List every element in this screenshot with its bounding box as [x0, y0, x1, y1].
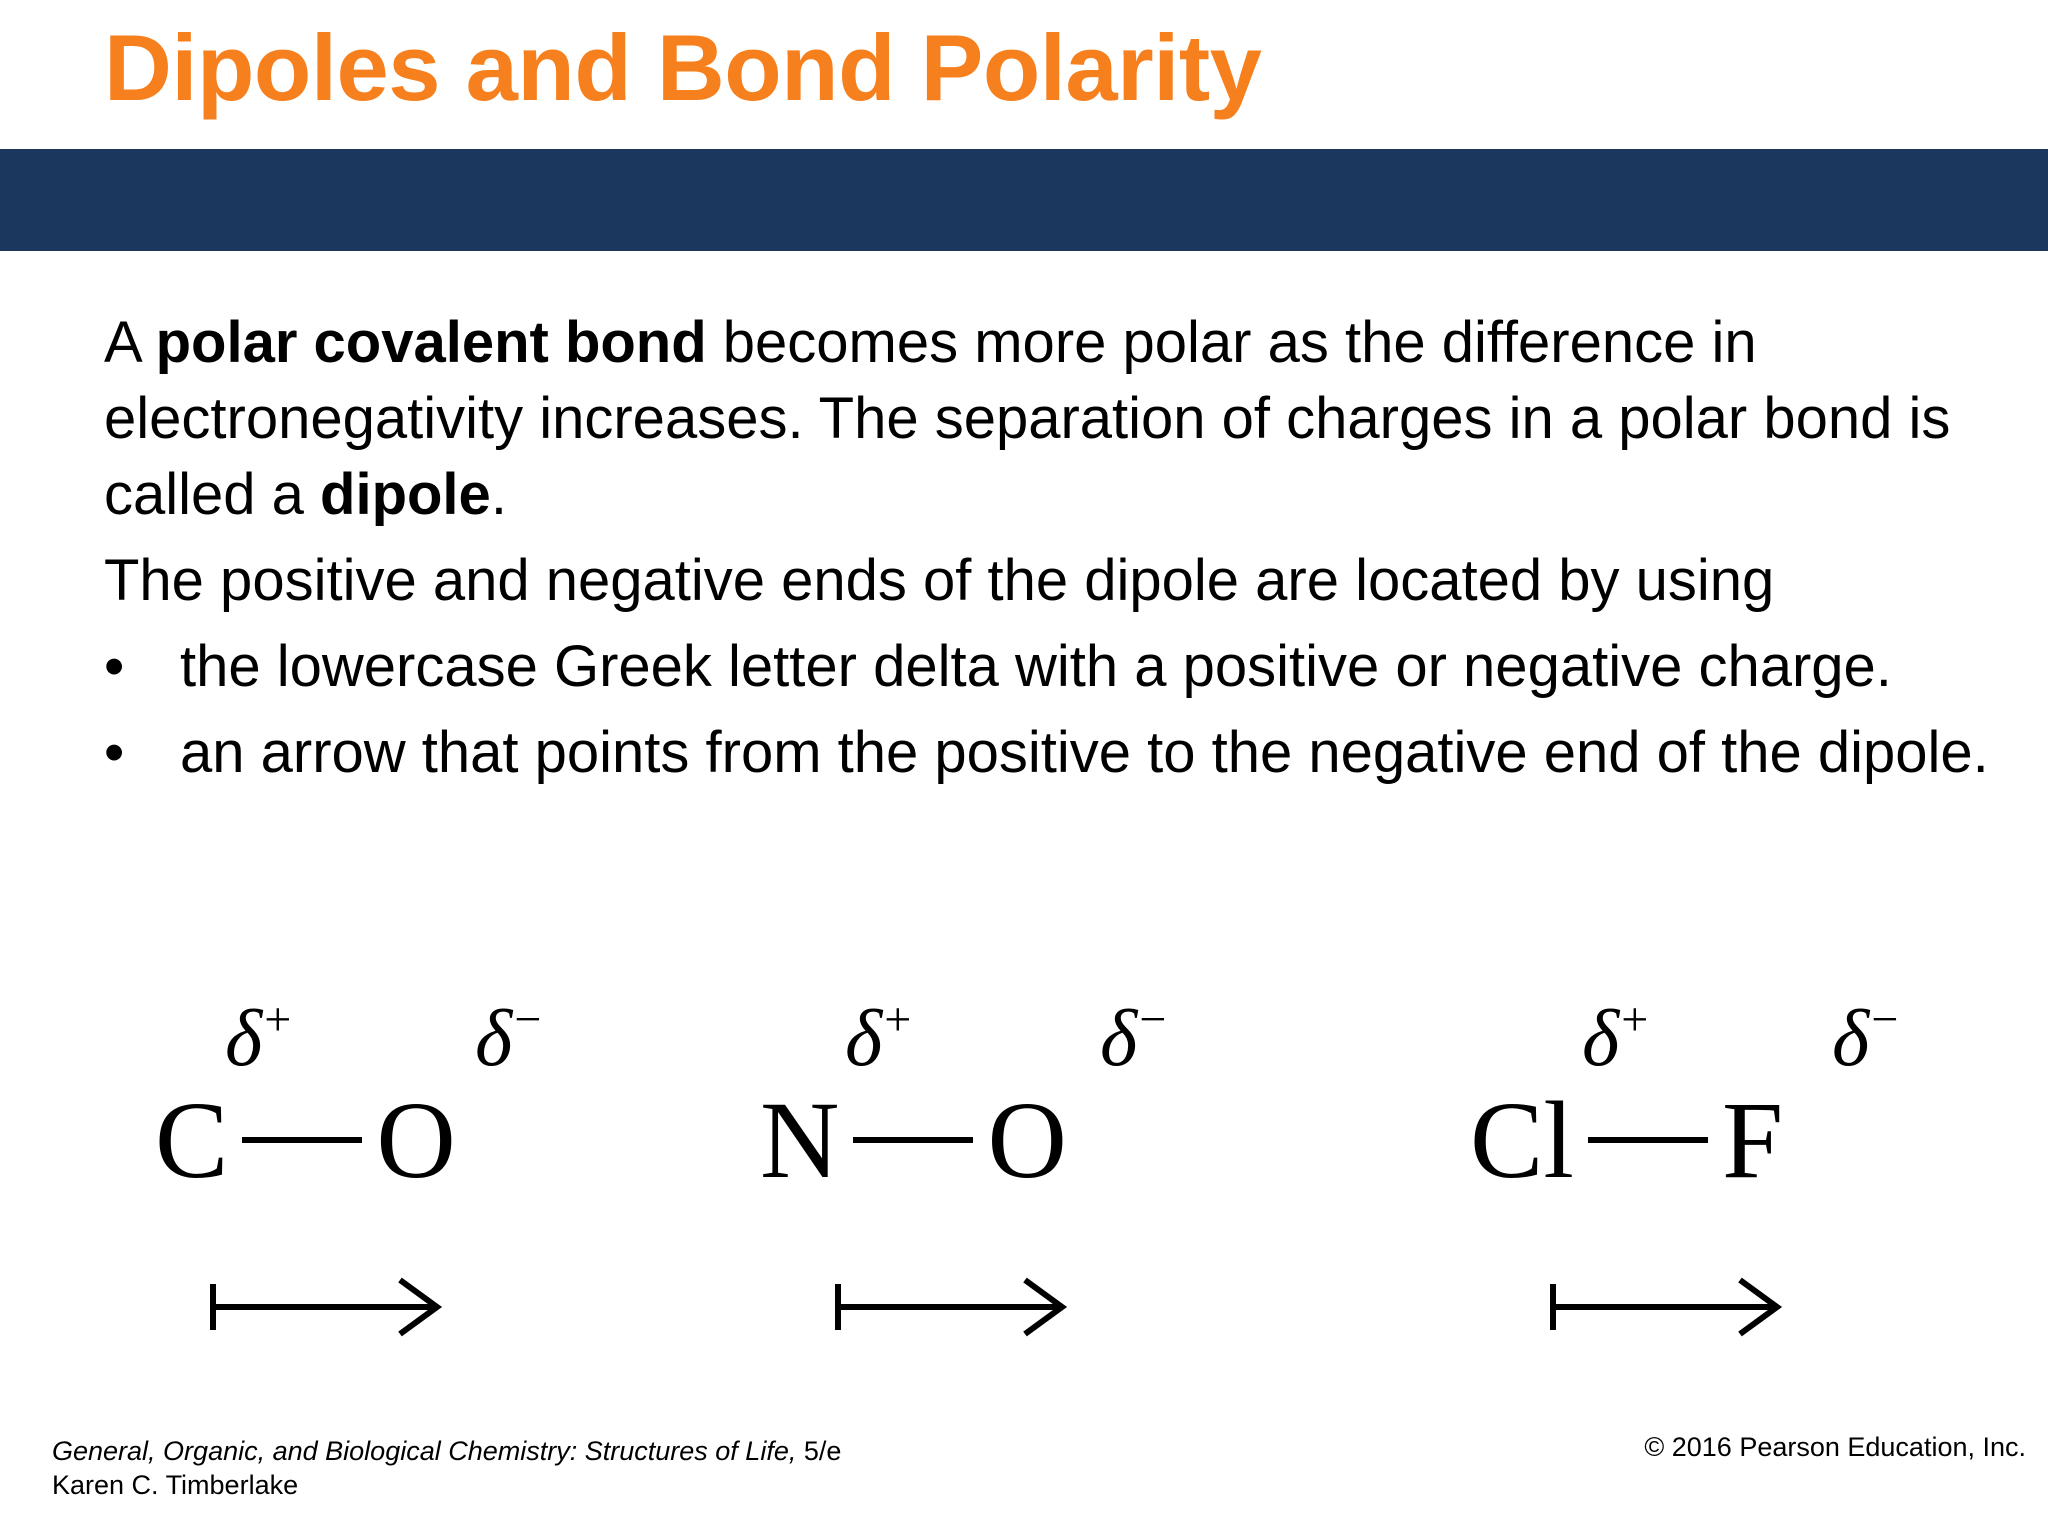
bullet-marker: • — [104, 720, 125, 785]
slide-body — [104, 305, 2004, 801]
molecule-c-o — [155, 980, 615, 1380]
bullet-text: an arrow that points from the positive to the negative end of the dipole. — [180, 720, 1989, 785]
atom-left: N — [760, 1079, 840, 1201]
bond-cl-f — [1470, 1080, 1783, 1200]
dipole-arrow-icon — [820, 1272, 1080, 1342]
delta-plus: δ+ — [845, 993, 912, 1083]
book-author: Karen C. Timberlake — [52, 1470, 299, 1500]
delta-minus: δ− — [1100, 993, 1167, 1083]
footer-citation — [52, 1434, 841, 1502]
molecule-cl-f — [1470, 980, 1930, 1380]
list-item — [104, 629, 2004, 705]
bond-line — [853, 1137, 973, 1143]
bond-line — [1588, 1137, 1708, 1143]
atom-right: F — [1721, 1079, 1784, 1201]
atom-right: O — [987, 1079, 1067, 1201]
book-edition: 5/e — [796, 1436, 842, 1466]
atom-left: C — [155, 1079, 229, 1201]
dipole-arrow-icon — [1535, 1272, 1795, 1342]
delta-minus: δ− — [475, 993, 542, 1083]
bullet-text: the lowercase Greek letter delta with a positive or negative charge. — [180, 634, 1892, 699]
bullet-list — [104, 629, 2004, 791]
intro-text-2: becomes more polar as the difference in electronegativity increases. The separation of charges in a polar bond is called a — [104, 310, 1951, 527]
molecule-n-o — [760, 980, 1220, 1380]
intro-text-1: A — [104, 310, 156, 375]
intro-text-3: . — [490, 462, 507, 527]
bond-line — [242, 1137, 362, 1143]
bond-n-o — [760, 1080, 1067, 1200]
atom-left: Cl — [1470, 1079, 1574, 1201]
dipole-arrow-icon — [195, 1272, 455, 1342]
bond-c-o — [155, 1080, 456, 1200]
bullet-marker: • — [104, 634, 125, 699]
slide-title: Dipoles and Bond Polarity — [104, 15, 1262, 120]
intro-paragraph — [104, 305, 2004, 533]
delta-plus: δ+ — [1582, 993, 1649, 1083]
header-band — [0, 149, 2048, 251]
list-item — [104, 715, 2004, 791]
term-polar-covalent-bond: polar covalent bond — [155, 310, 707, 375]
copyright-notice: © 2016 Pearson Education, Inc. — [1644, 1432, 2026, 1462]
atom-right: O — [376, 1079, 456, 1201]
location-paragraph: The positive and negative ends of the dipole are located by using — [104, 548, 1775, 613]
delta-minus: δ− — [1832, 993, 1899, 1083]
delta-plus: δ+ — [225, 993, 292, 1083]
term-dipole: dipole — [320, 462, 491, 527]
book-title: General, Organic, and Biological Chemistry: Structures of Life, — [52, 1436, 797, 1466]
